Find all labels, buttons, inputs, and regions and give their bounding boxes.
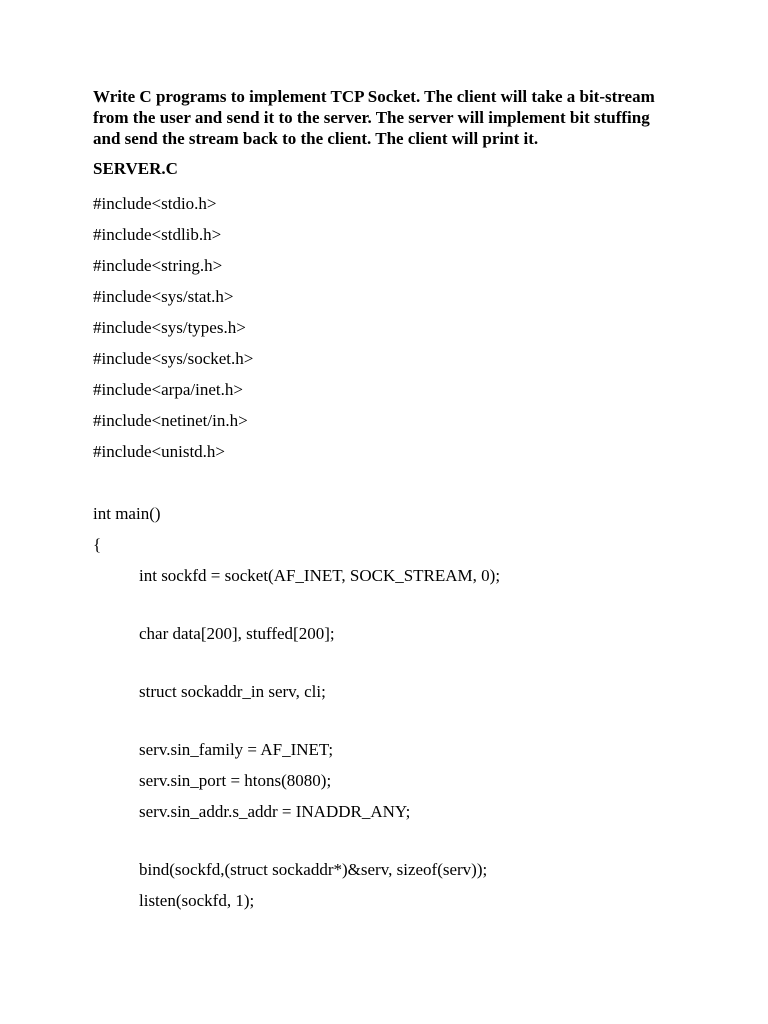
assignment-heading: Write C programs to implement TCP Socket. The client will take a bit-stream from the user and send it to the server. The server will implement bit stuffing and send the stream back to the client. The client will print it. [93,87,655,148]
code-line-include-arpa-inet: #include<arpa/inet.h> [93,380,243,399]
code-line-struct-decl: struct sockaddr_in serv, cli; [139,682,326,701]
code-line-char-decl: char data[200], stuffed[200]; [139,624,335,643]
blank-line [93,591,673,618]
code-line-socket: int sockfd = socket(AF_INET, SOCK_STREAM, 0); [139,566,501,585]
code-line-sin-addr: serv.sin_addr.s_addr = INADDR_ANY; [139,802,411,821]
blank-line [93,707,673,734]
document-page [93,86,673,916]
code-line-main-signature: int main() [93,504,161,523]
code-line-include-netinet-in: #include<netinet/in.h> [93,411,248,430]
code-line-bind: bind(sockfd,(struct sockaddr*)&serv, sizeof(serv)); [139,860,488,879]
code-line-include-sys-socket: #include<sys/socket.h> [93,349,254,368]
code-line-include-unistd: #include<unistd.h> [93,442,226,461]
code-block [93,188,673,916]
code-line-listen: listen(sockfd, 1); [139,891,255,910]
code-line-include-stdlib: #include<stdlib.h> [93,225,222,244]
blank-line [93,827,673,854]
code-line-open-brace: { [93,535,102,554]
code-line-sin-port: serv.sin_port = htons(8080); [139,771,332,790]
section-title: SERVER.C [93,159,178,178]
code-line-include-stdio: #include<stdio.h> [93,194,217,213]
blank-line [93,467,673,498]
blank-line [93,649,673,676]
code-line-sin-family: serv.sin_family = AF_INET; [139,740,334,759]
code-line-include-string: #include<string.h> [93,256,223,275]
code-line-include-sys-types: #include<sys/types.h> [93,318,246,337]
code-line-include-sys-stat: #include<sys/stat.h> [93,287,234,306]
